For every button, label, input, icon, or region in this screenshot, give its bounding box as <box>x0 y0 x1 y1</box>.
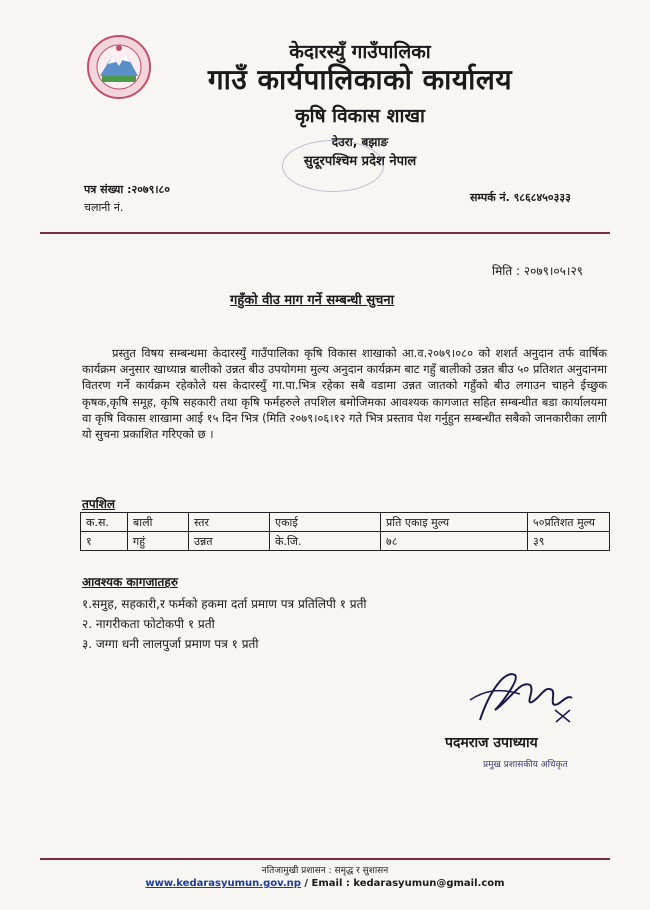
website-link[interactable]: www.kedarasyumun.gov.np <box>145 878 301 889</box>
table-row <box>81 532 610 551</box>
province-line: सुदूरपश्चिम प्रदेश नेपाल <box>303 154 417 169</box>
table-cell: गहुं <box>128 532 189 551</box>
footer-contact <box>0 878 650 889</box>
details-table <box>80 512 610 551</box>
table-cell: उन्नत <box>189 532 270 551</box>
office-seal-stamp <box>282 140 384 192</box>
table-cell: के.जि. <box>270 532 381 551</box>
footer-slogan: नतिजामुखी प्रशासन : समृद्ध र सुशासन <box>261 866 389 876</box>
footer-divider <box>40 858 610 860</box>
email-label: Email : <box>311 878 354 889</box>
notice-date: मिति : २०७९।०५।२९ <box>492 264 583 278</box>
table-cell: ३९ <box>528 532 610 551</box>
signatory-name: पदमराज उपाध्याय <box>445 735 538 751</box>
table-header-cell: बाली <box>128 513 189 532</box>
header-divider <box>40 232 610 234</box>
notice-body: प्रस्तुत विषय सम्बन्धमा केदारस्युँ गाउँपालिका कृषि विकास शाखाको आ.व.२०७९।०८० को शशर्त अनुदान तर्फ वार्षिक कार्यक्रम अनुसार खाध्यान्न बालीको उन्नत बीउ उपयोगमा मुल्य अनुदान कार्यक्रम बाट गहुँ बालीको उन्नत बीउ ५० प्रतिशत अनुदानमा वितरण गर्ने कार्यक्रम रहेकोले यस केदारस्युँ गा.पा.भित्र रहेका सबै वडामा उन्नत जातको गहुँको बीउ लगाउन चाहने ईच्छुक कृषक,कृषि समूह, कृषि सहकारी तथा कृषि फर्महरुले तपशिल बमोजिमका आवश्यक कागजात सहित सम्बन्धीत बडा कार्यालयमा वा कृषि विकास शाखामा आई १५ दिन भित्र (मिति २०७९।०६।१२ गते भित्र प्रस्ताव पेश गर्नुहुन सम्बन्धीत सबैको जानकारीका लागी यो सुचना प्रकाशित गरिएको छ । <box>82 346 607 442</box>
table-header-cell: एकाई <box>270 513 381 532</box>
table-header-cell: प्रति एकाइ मुल्य <box>381 513 528 532</box>
section-name: कृषि विकास शाखा <box>295 105 425 127</box>
footer-separator: / <box>300 878 312 889</box>
signatory-title: प्रमुख प्रशासकीय अधिकृत <box>483 760 568 770</box>
contact-number: सम्पर्क नं. ९८६८४५०३३३ <box>470 191 571 204</box>
office-title: गाउँ कार्यपालिकाको कार्यालय <box>207 63 513 96</box>
table-header-cell: क.स. <box>81 513 128 532</box>
details-table-title: तपशिल <box>82 497 116 511</box>
table-header-cell: स्तर <box>189 513 270 532</box>
municipality-name: केदारस्युँ गाउँपालिका <box>289 41 431 63</box>
table-cell: १ <box>81 532 128 551</box>
reference-number: पत्र संख्या :२०७९।८० <box>84 183 170 196</box>
municipality-logo-icon <box>86 34 152 100</box>
list-item: २. नागरीकता फोटोकपी १ प्रती <box>82 617 215 631</box>
email-link[interactable]: kedarasyumun@gmail.com <box>353 878 505 889</box>
dispatch-number: चलानी नं. <box>84 201 124 214</box>
required-documents-title: आवश्यक कागजातहरु <box>82 575 178 589</box>
list-item: १.समुह, सहकारी,र फर्मको हकमा दर्ता प्रमाण पत्र प्रतिलिपी १ प्रती <box>82 597 367 611</box>
required-documents-list <box>82 594 367 654</box>
table-cell: ७८ <box>381 532 528 551</box>
table-header-cell: ५०प्रतिशत मुल्य <box>528 513 610 532</box>
notice-subject: गहुँको वीउ माग गर्ने सम्बन्धी सुचना <box>230 293 394 308</box>
list-item: ३. जग्गा धनी लालपुर्जा प्रमाण पत्र १ प्रती <box>82 637 259 651</box>
table-header-row <box>81 513 610 532</box>
handwritten-signature-icon <box>460 660 590 730</box>
office-location: देउरा, बझाङ <box>331 135 389 149</box>
